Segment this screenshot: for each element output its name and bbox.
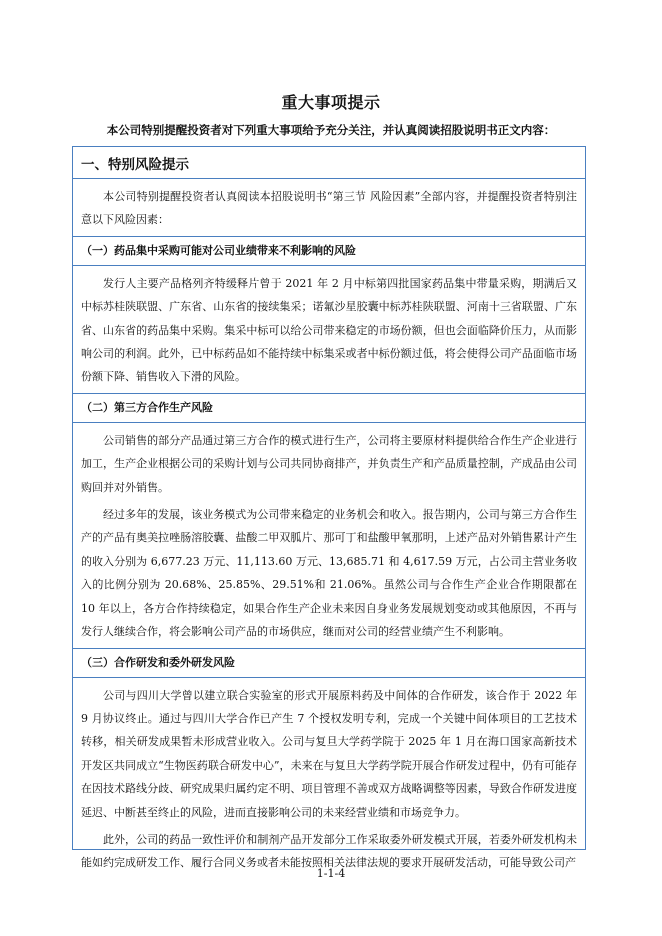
page-subtitle: 本公司特别提醒投资者对下列重大事项给予充分关注，并认真阅读招股说明书正文内容： xyxy=(106,123,556,137)
risk1-paragraph: 发行人主要产品格列齐特缓释片曾于 2021 年 2 月中标第四批国家药品集中带量采购，期满后又中标苏桂陕联盟、广东省、山东省的接续集采；诺氟沙星胶囊中标苏桂陕联盟、河南十三省联盟、广东省、山东省的药品集中采购。集采中标可以给公司带来稳定的市场份额，但也会面临降价压力，从而影响公司的利润。此外，已中标药品如不能持续中标集采或者中标份额过低，将会使得公司产品面临市场份额下降、销售收入下滑的风险。 xyxy=(81,276,577,384)
risk-box xyxy=(72,146,586,870)
divider xyxy=(73,265,585,266)
risk2-paragraph-2: 经过多年的发展，该业务模式为公司带来稳定的业务机会和收入。报告期内，公司与第三方合作生产的产品有奥美拉唑肠溶胶囊、盐酸二甲双胍片、那可丁和盐酸甲氧那明，上述产品对外销售累计产生的收入分别为 6,677.23 万元、11,113.60 万元、13,685.71 和 4,617.59 万元，占公司主营业务收入的比例分别为 20.68%、25.85%、29.51%和 21.06%。虽然公司与合作生产企业合作期限都在 10 年以上，各方合作持续稳定，如果合作生产企业未来因自身业务发展规划变动或其他原因，不再与发行人继续合作，将会影响公司产品的市场供应，继而对公司的经营业绩产生不利影响。 xyxy=(81,508,577,639)
risk3-paragraph-1: 公司与四川大学曾以建立联合实验室的形式开展原料药及中间体的合作研发，该合作于 2022 年 9 月协议终止。通过与四川大学合作已产生 7 个授权发明专利，完成一个关键中间体项目的工艺技术转移，相关研发成果暂未形成营业收入。公司与复旦大学药学院于 2025 年 1 月在海口国家高新技术开发区共同成立“生物医药联合研发中心”，未来在与复旦大学药学院开展合作研发过程中，仍有可能存在因技术路线分歧、研究成果归属约定不明、项目管理不善或双方战略调整等因素，导致合作研发进度延迟、中断甚至终止的风险，进而直接影响公司的未来经营业绩和市场竞争力。 xyxy=(81,688,577,819)
page-title: 重大事项提示 xyxy=(281,93,381,112)
risk2-heading: （二）第三方合作生产风险 xyxy=(81,400,213,414)
page-number: 1-1-4 xyxy=(316,867,346,880)
intro-paragraph: 本公司特别提醒投资者认真阅读本招股说明书“第三节 风险因素”全部内容，并提醒投资者特别注意以下风险因素： xyxy=(81,190,577,227)
divider xyxy=(73,648,585,649)
risk2-paragraph-1: 公司销售的部分产品通过第三方合作的模式进行生产，公司将主要原材料提供给合作生产企业进行加工，生产企业根据公司的采购计划与公司共同协商排产，并负责生产和产品质量控制，产成品由公司购回并对外销售。 xyxy=(81,433,577,494)
divider xyxy=(73,422,585,423)
risk1-heading: （一）药品集中采购可能对公司业绩带来不利影响的风险 xyxy=(81,243,356,257)
section-body xyxy=(73,179,585,875)
risk3-paragraph-2: 此外，公司的药品一致性评价和制剂产品开发部分工作采取委外研发模式开展，若委外研发机构未能如约完成研发工作、履行合同义务或者未能按照相关法律法规的要求开展研发活动，可能导致公司产 xyxy=(81,832,577,870)
divider xyxy=(73,677,585,678)
divider xyxy=(73,393,585,394)
divider xyxy=(73,236,585,237)
section-heading: 一、特别风险提示 xyxy=(73,147,585,179)
risk3-heading: （三）合作研发和委外研发风险 xyxy=(81,655,235,669)
